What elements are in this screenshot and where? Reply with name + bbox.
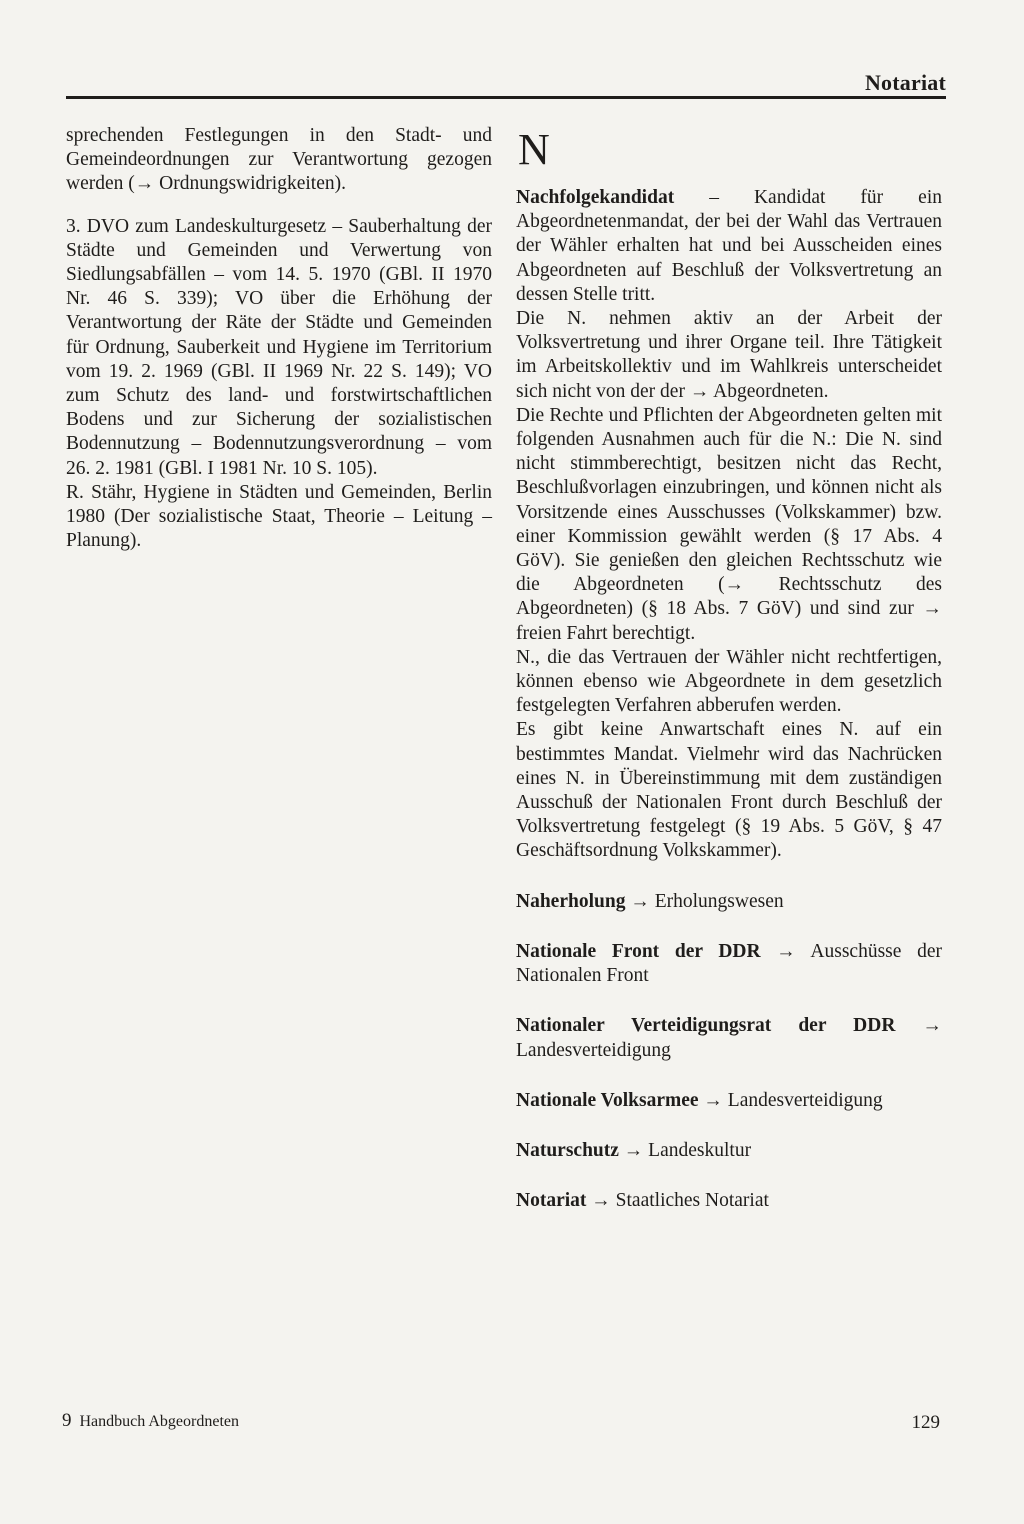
entry-reference: → Ausschüsse der Nationalen Front <box>516 940 942 987</box>
entry-term: Nachfolgekandidat <box>516 187 675 208</box>
header-rule <box>66 96 946 99</box>
page-number: 129 <box>911 1412 940 1433</box>
entry-reference: → Landesverteidigung <box>698 1089 883 1111</box>
entry-term: Notariat <box>516 1190 587 1212</box>
entry-notariat <box>516 1189 942 1213</box>
running-head: Notariat <box>864 70 946 95</box>
entry-reference: → Landeskultur <box>618 1139 752 1161</box>
entry-naherholung <box>516 890 942 914</box>
printer-signature: 9 <box>62 1410 72 1431</box>
entry-reference: → Staatliches Notariat <box>586 1190 769 1212</box>
entry-volksarmee <box>516 1089 942 1113</box>
entry-paragraph: Es gibt keine Anwartschaft eines N. auf ein bestimmtes Mandat. Vielmehr wird das Nachrücken eines N. in Übereinstimmung mit dem zuständigen Ausschuß der Nationalen Front durch Beschluß der Volksvertretung festgelegt (§ 19 Abs. 5 GöV, § 47 Geschäftsordnung Volkskammer). <box>516 719 942 862</box>
left-column <box>66 124 492 553</box>
entry-paragraph: Die Rechte und Pflichten der Abgeordneten gelten mit folgenden Ausnahmen auch für die N.: Die N. sind nicht stimmberechtigt, besitzen nicht das Recht, Beschlußvorlagen einzubringen, und können nicht als Vorsitzende eines Ausschusses (Volkskammer) bzw. einer Kommission gewählt werden (§ 17 Abs. 4 GöV). Sie genießen den gleichen Rechtsschutz wie die Abgeordneten (→ Rechtsschutz des Abgeordneten) (§ 18 Abs. 7 GöV) und sind zur → freien Fahrt berechtigt. <box>516 404 942 644</box>
entry-term: Nationale Front der DDR <box>516 940 761 962</box>
footer-left <box>62 1410 239 1432</box>
entry-paragraph: N., die das Vertrauen der Wähler nicht rechtfertigen, können ebenso wie Abgeordnete in dem gesetzlich festgelegten Verfahren abberufen werden. <box>516 646 942 717</box>
entry-reference: → Landesverteidigung <box>516 1015 942 1061</box>
entry-nationale-front <box>516 940 942 988</box>
entry-term: Naturschutz <box>516 1139 619 1161</box>
literature-paragraph: R. Stähr, Hygiene in Städten und Gemeinden, Berlin 1980 (Der sozialistische Staat, Theorie – Leitung – Planung). <box>66 481 492 552</box>
entry-definition: – Kandidat für ein Abgeordnetenmandat, der bei der Wahl das Vertrauen der Wähler erhalten hat und bei Ausscheiden eines Abgeordneten auf Beschluß der Volksvertretung an dessen Stelle tritt. <box>516 187 942 305</box>
continued-paragraph: sprechenden Festlegungen in den Stadt- und Gemeindeordnungen zur Verantwortung gezogen werden (→ Ordnungswidrigkeiten). <box>66 125 492 195</box>
references-paragraph: 3. DVO zum Landeskulturgesetz – Sauberhaltung der Städte und Gemeinden und Verwertung von Siedlungsabfällen – vom 14. 5. 1970 (GBl. II 1970 Nr. 46 S. 339); VO über die Erhöhung der Verantwortung der Räte der Städte und Gemeinden für Ordnung, Sauberkeit und Hygiene im Territorium vom 19. 2. 1969 (GBl. II 1969 Nr. 22 S. 149); VO zum Schutz des land- und forstwirtschaftlichen Bodens und zur Sicherung der sozialistischen Bodennutzung – Bodennutzungsverordnung – vom 26. 2. 1981 (GBl. I 1981 Nr. 10 S. 105). <box>66 215 492 479</box>
entry-paragraph: Die N. nehmen aktiv an der Arbeit der Volksvertretung und ihrer Organe teil. Ihre Tätigkeit im Arbeitskollektiv und im Wahlkreis unterscheidet sich nicht von der der → Abgeordneten. <box>516 308 942 402</box>
entry-term: Naherholung <box>516 890 626 912</box>
entry-term: Nationaler Verteidigungsrat der DDR <box>516 1015 896 1037</box>
entry-verteidigungsrat <box>516 1014 942 1062</box>
entry-naturschutz <box>516 1139 942 1163</box>
entry-reference: → Erholungswesen <box>625 890 784 912</box>
right-column <box>516 124 942 1213</box>
entry-term: Nationale Volksarmee <box>516 1089 699 1111</box>
entry-nachfolgekandidat <box>516 186 942 307</box>
book-title: Handbuch Abgeordneten <box>79 1413 240 1430</box>
section-letter: N <box>518 125 550 174</box>
